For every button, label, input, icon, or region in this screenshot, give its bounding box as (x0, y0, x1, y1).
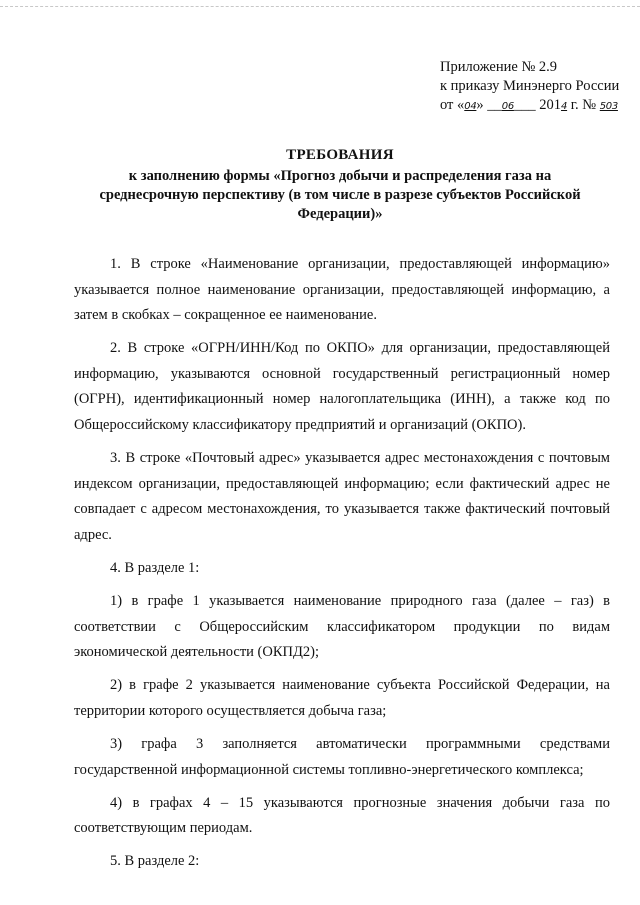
paragraph-4-item-1: 1) в графе 1 указывается наименование природного газа (далее – газ) в соответствии с Общероссийским классификатором продукции по видам экономической деятельности (ОКПД2); (74, 593, 610, 661)
paragraph-4-item-2: 2) в графе 2 указывается наименование субъекта Российской Федерации, на территории которого осуществляется добыча газа; (74, 677, 610, 719)
appendix-header (440, 58, 630, 116)
paragraph-1: 1. В строке «Наименование организации, предоставляющей информацию» указывается полное наименование организации, предоставляющей информацию, а затем в скобках – сокращенное ее наименование. (74, 256, 610, 324)
paragraph-3: 3. В строке «Почтовый адрес» указывается адрес местонахождения с почтовым индексом организации, предоставляющей информацию; если фактический адрес не совпадает с адресом местонахождения, то указывается также фактический почтовый адрес. (74, 450, 610, 543)
title-heading: ТРЕБОВАНИЯ (286, 147, 394, 163)
paragraph-2: 2. В строке «ОГРН/ИНН/Код по ОКПО» для организации, предоставляющей информацию, указываются основной государственный регистрационный номер (ОГРН), идентификационный номер налогоплательщика (ИНН), а также код по Общероссийскому классификатору предприятий и организаций (ОКПО). (74, 340, 610, 434)
title-line-2: среднесрочную перспективу (в том числе в разрезе субъектов Российской (99, 187, 581, 203)
date-mid2: ___ 201 (513, 97, 562, 113)
handwritten-order-number: 503 (599, 101, 618, 112)
scan-top-edge (0, 6, 640, 7)
document-body (74, 252, 610, 883)
document-title (60, 146, 620, 224)
date-mid1: » __ (476, 97, 502, 113)
handwritten-month: 06 (501, 101, 514, 112)
paragraph-4-item-3: 3) графа 3 заполняется автоматически программными средствами государственной информационной системы топливно-энергетического комплекса; (74, 736, 610, 778)
paragraph-4: 4. В разделе 1: (110, 560, 200, 577)
date-mid3: г. № (567, 97, 600, 113)
handwritten-year-digit: 4 (561, 101, 568, 112)
title-line-1: к заполнению формы «Прогноз добычи и распределения газа на (128, 168, 552, 184)
title-line-3: Федерации)» (297, 206, 383, 222)
paragraph-5: 5. В разделе 2: (110, 853, 200, 870)
appendix-date-line (440, 96, 630, 116)
appendix-order-ref: к приказу Минэнерго России (440, 78, 620, 94)
paragraph-4-item-4: 4) в графах 4 – 15 указываются прогнозные значения добычи газа по соответствующим периодам. (74, 794, 610, 837)
appendix-number: Приложение № 2.9 (440, 59, 558, 75)
date-prefix: от « (440, 97, 465, 113)
handwritten-day: 04 (464, 101, 477, 112)
